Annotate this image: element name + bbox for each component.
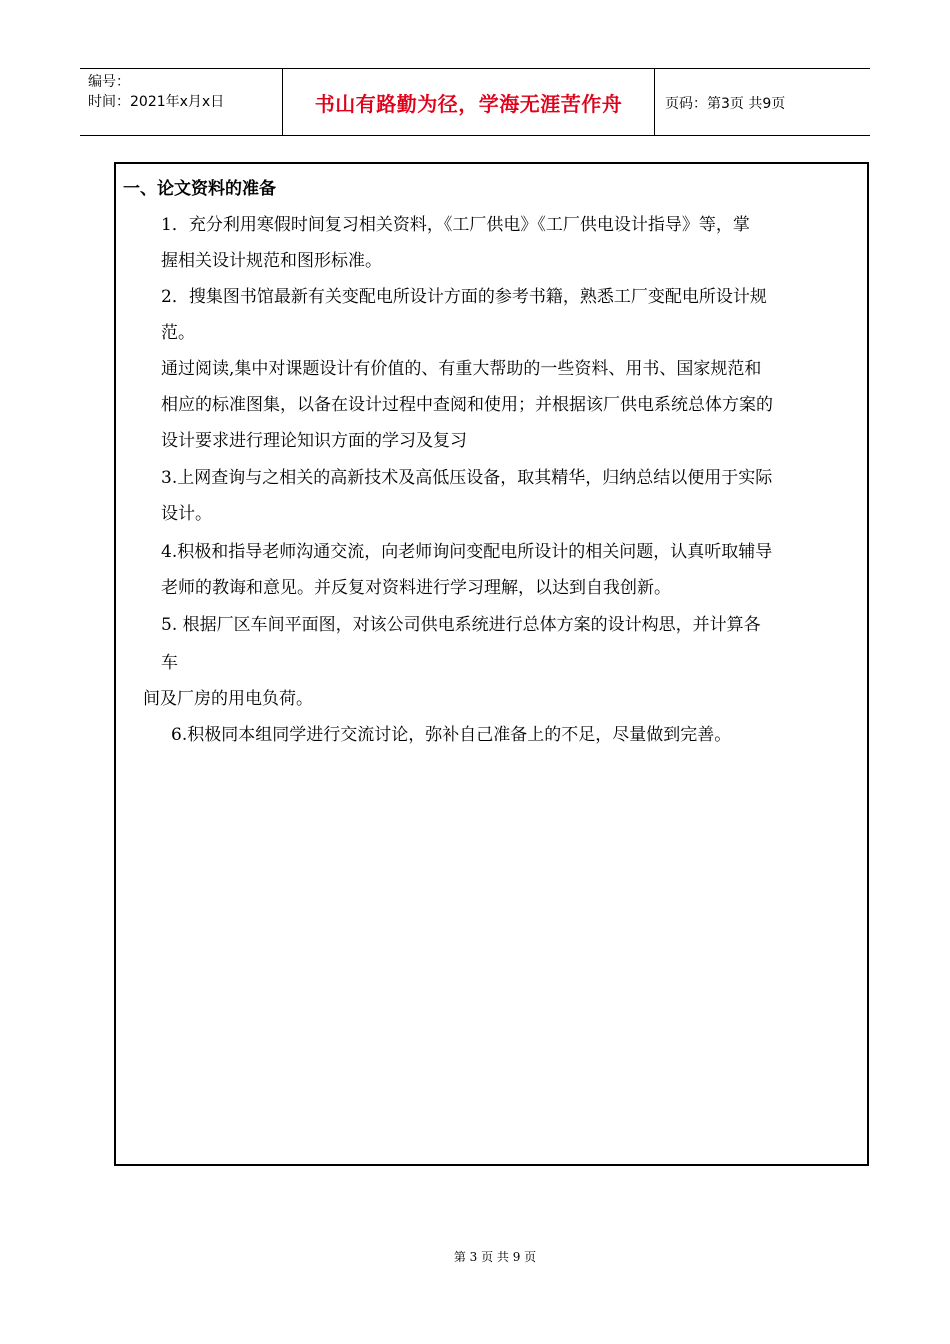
time-label: 时间：2021年x月x日 <box>88 94 225 110</box>
header-page-cell <box>655 69 870 135</box>
paragraph-line: 间及厂房的用电负荷。 <box>143 689 313 709</box>
paragraph-line: 握相关设计规范和图形标准。 <box>161 251 382 271</box>
paragraph-line: 老师的教诲和意见。并反复对资料进行学习理解，以达到自我创新。 <box>161 578 671 598</box>
page-header <box>80 68 870 136</box>
paragraph-line: 5. 根据厂区车间平面图，对该公司供电系统进行总体方案的设计构思，并计算各 <box>161 615 761 635</box>
motto-text: 书山有路勤为径，学海无涯苦作舟 <box>314 91 623 116</box>
page-label: 页码：第3页 共9页 <box>665 96 786 112</box>
section-heading: 一、论文资料的准备 <box>123 179 276 199</box>
paragraph-line: 4.积极和指导老师沟通交流，向老师询问变配电所设计的相关问题，认真听取辅导 <box>161 542 773 562</box>
paragraph-line: 设计。 <box>161 504 212 524</box>
page-footer <box>0 1248 950 1265</box>
header-motto-cell <box>283 69 655 135</box>
paragraph-line: 相应的标准图集，以备在设计过程中查阅和使用；并根据该厂供电系统总体方案的 <box>161 395 773 415</box>
paragraph-line: 6.积极同本组同学进行交流讨论，弥补自己准备上的不足，尽量做到完善。 <box>171 725 732 745</box>
number-label: 编号： <box>88 74 130 90</box>
paragraph-line: 通过阅读,集中对课题设计有价值的、有重大帮助的一些资料、用书、国家规范和 <box>161 359 762 379</box>
paragraph-line: 设计要求进行理论知识方面的学习及复习 <box>161 431 467 451</box>
content-box <box>114 162 869 1166</box>
footer-page-number: 第 3 页 共 9 页 <box>453 1250 537 1264</box>
paragraph-line: 2．搜集图书馆最新有关变配电所设计方面的参考书籍，熟悉工厂变配电所设计规 <box>161 287 767 307</box>
paragraph-line: 车 <box>161 653 178 673</box>
paragraph-line: 1．充分利用寒假时间复习相关资料，《工厂供电》《工厂供电设计指导》等，掌 <box>161 215 750 235</box>
paragraph-line: 3.上网查询与之相关的高新技术及高低压设备，取其精华，归纳总结以便用于实际 <box>161 468 773 488</box>
header-left-cell <box>80 69 283 135</box>
paragraph-line: 范。 <box>161 323 195 343</box>
